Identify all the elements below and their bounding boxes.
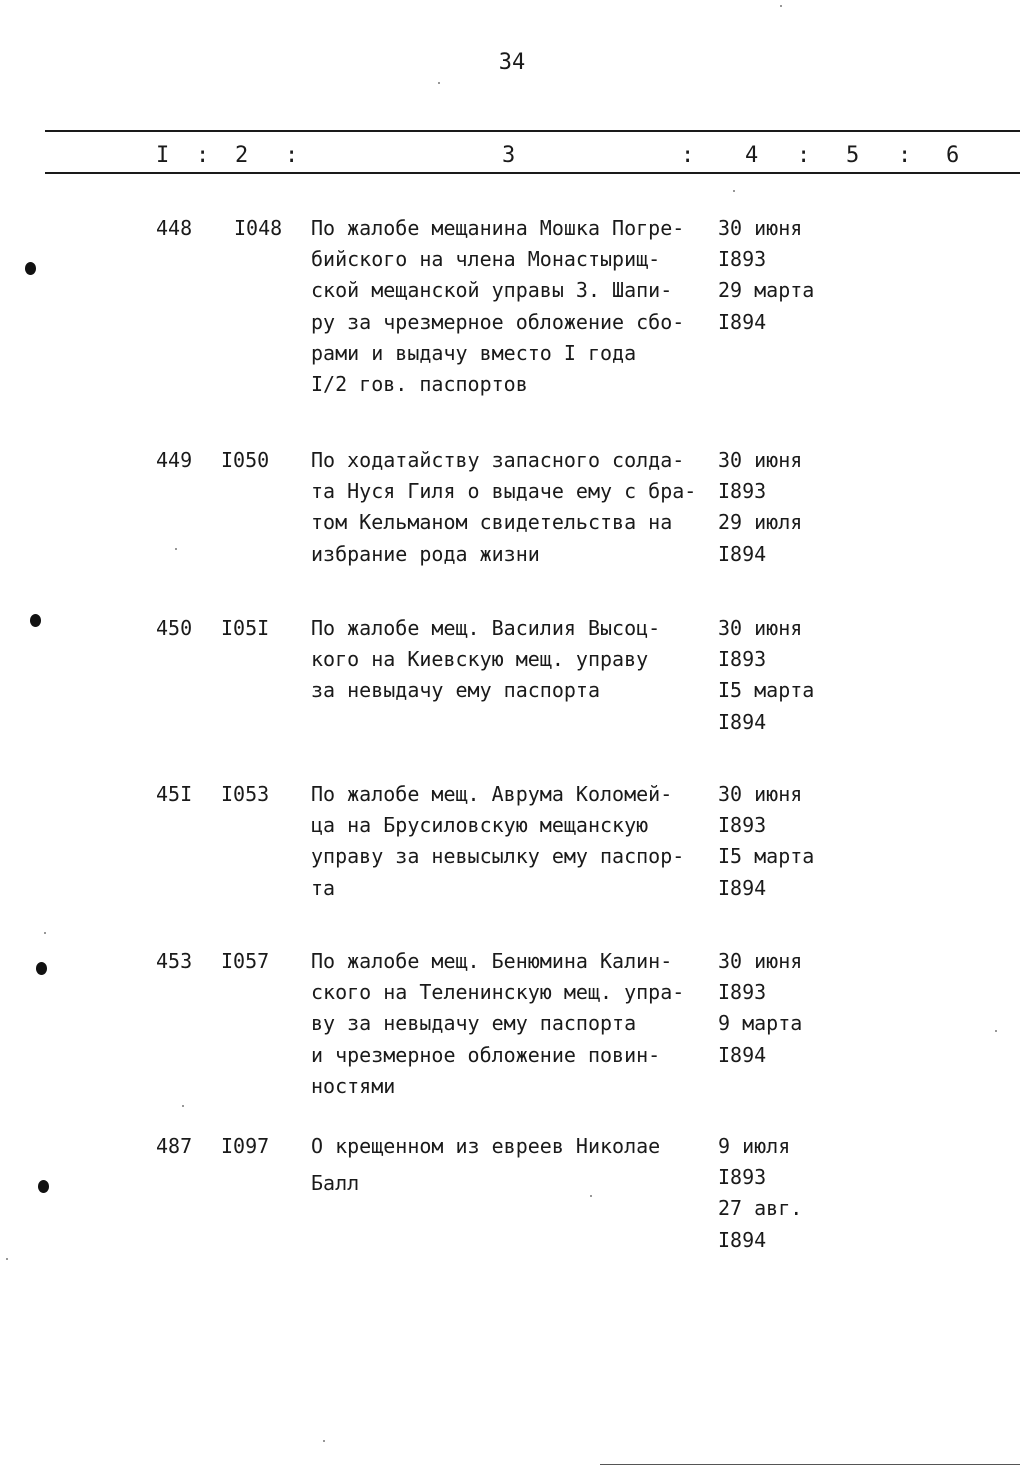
end-date: 29 марта xyxy=(718,278,815,303)
description-line: бийского на члена Монастырищ- xyxy=(311,247,661,272)
description-line: ского на Теленинскую мещ. упра- xyxy=(311,980,685,1005)
punch-hole xyxy=(25,262,36,275)
entry-dates xyxy=(718,1131,868,1256)
entry-dates xyxy=(718,946,868,1071)
description-line: та xyxy=(311,875,336,900)
scan-speck xyxy=(323,1440,325,1442)
end-date: I5 марта xyxy=(718,678,815,703)
page-number: 34 xyxy=(498,50,526,75)
table-header xyxy=(0,143,1024,171)
description-line: и чрезмерное обложение повин- xyxy=(311,1042,661,1067)
description-line: ву за невыдачу ему паспорта xyxy=(311,1011,637,1036)
scan-speck xyxy=(590,1195,592,1197)
entry-number: 453 xyxy=(156,949,193,973)
header-col-1: I xyxy=(156,143,170,168)
entry-description xyxy=(311,213,711,400)
description-line: Балл xyxy=(311,1171,360,1196)
file-number: I05I xyxy=(221,616,270,640)
start-date: 30 июня xyxy=(718,782,803,806)
start-year: I893 xyxy=(718,247,767,272)
scan-speck xyxy=(733,190,735,192)
description-line: О крещенном из евреев Николае xyxy=(311,1134,661,1158)
start-date: 30 июня xyxy=(718,616,803,640)
start-date: 9 июля xyxy=(718,1134,791,1158)
description-line: По ходатайству запасного солда- xyxy=(311,448,685,472)
scan-speck xyxy=(780,5,782,7)
description-line: та Нуся Гиля о выдаче ему с бра- xyxy=(311,479,697,504)
description-line: ской мещанской управы З. Шапи- xyxy=(311,278,673,303)
header-separator-4: : xyxy=(797,143,811,168)
entry-dates xyxy=(718,779,868,904)
entry-dates xyxy=(718,613,868,738)
description-line: По жалобе мещанина Мошка Погре- xyxy=(311,216,685,240)
entry-description xyxy=(311,946,711,1102)
entry-dates xyxy=(718,445,868,570)
end-year: I894 xyxy=(718,875,767,900)
scan-speck xyxy=(182,1105,184,1107)
punch-hole xyxy=(30,614,41,627)
file-number: I048 xyxy=(234,216,283,240)
start-date: 30 июня xyxy=(718,216,803,240)
scan-speck xyxy=(438,82,440,84)
file-number: I097 xyxy=(221,1134,270,1158)
end-date: 27 авг. xyxy=(718,1196,803,1221)
start-year: I893 xyxy=(718,647,767,672)
description-line: По жалобе мещ. Аврума Коломей- xyxy=(311,782,673,806)
header-separator-1: : xyxy=(196,143,210,168)
end-date: I5 марта xyxy=(718,844,815,869)
end-year: I894 xyxy=(718,541,767,566)
description-line: ца на Брусиловскую мещанскую xyxy=(311,813,649,838)
entry-description xyxy=(311,1131,711,1199)
file-number: I053 xyxy=(221,782,270,806)
description-line: том Кельманом свидетельства на xyxy=(311,510,673,535)
header-bottom-rule xyxy=(45,172,1020,174)
punch-hole xyxy=(36,962,47,975)
start-year: I893 xyxy=(718,479,767,504)
entry-dates xyxy=(718,213,868,338)
header-separator-5: : xyxy=(898,143,912,168)
file-number: I050 xyxy=(221,448,270,472)
punch-hole xyxy=(38,1180,49,1193)
end-year: I894 xyxy=(718,1227,767,1252)
scan-speck xyxy=(6,1258,8,1260)
start-year: I893 xyxy=(718,980,767,1005)
description-line: рами и выдачу вместо I года xyxy=(311,340,637,365)
header-col-2: 2 xyxy=(235,143,249,168)
end-year: I894 xyxy=(718,1042,767,1067)
description-line: управу за невысылку ему паспор- xyxy=(311,844,685,869)
entry-number: 45I xyxy=(156,782,193,806)
entry-description xyxy=(311,445,711,570)
entry-number: 487 xyxy=(156,1134,193,1158)
entry-number: 450 xyxy=(156,616,193,640)
entry-description xyxy=(311,779,711,904)
entry-number: 448 xyxy=(156,216,193,240)
start-date: 30 июня xyxy=(718,448,803,472)
start-date: 30 июня xyxy=(718,949,803,973)
description-line: По жалобе мещ. Бенюмина Калин- xyxy=(311,949,673,973)
end-year: I894 xyxy=(718,709,767,734)
description-line: кого на Киевскую мещ. управу xyxy=(311,647,649,672)
scan-speck xyxy=(44,932,46,934)
start-year: I893 xyxy=(718,813,767,838)
description-line: ностями xyxy=(311,1073,396,1098)
header-top-rule xyxy=(45,130,1020,132)
description-line: По жалобе мещ. Василия Высоц- xyxy=(311,616,661,640)
description-line: ру за чрезмерное обложение сбо- xyxy=(311,309,685,334)
header-col-5: 5 xyxy=(846,143,860,168)
scan-speck xyxy=(995,1030,997,1032)
header-col-3: 3 xyxy=(502,143,516,168)
start-year: I893 xyxy=(718,1165,767,1190)
file-number: I057 xyxy=(221,949,270,973)
header-separator-3: : xyxy=(681,143,695,168)
description-line: за невыдачу ему паспорта xyxy=(311,678,600,703)
header-col-6: 6 xyxy=(946,143,960,168)
end-date: 9 марта xyxy=(718,1011,803,1036)
description-line: I/2 гов. паспортов xyxy=(311,372,528,397)
scan-edge-line xyxy=(600,1464,1020,1465)
header-separator-2: : xyxy=(285,143,299,168)
entry-number: 449 xyxy=(156,448,193,472)
scan-speck xyxy=(175,548,177,550)
end-date: 29 июля xyxy=(718,510,803,535)
header-col-4: 4 xyxy=(745,143,759,168)
end-year: I894 xyxy=(718,309,767,334)
entry-description xyxy=(311,613,711,707)
description-line: избрание рода жизни xyxy=(311,541,540,566)
